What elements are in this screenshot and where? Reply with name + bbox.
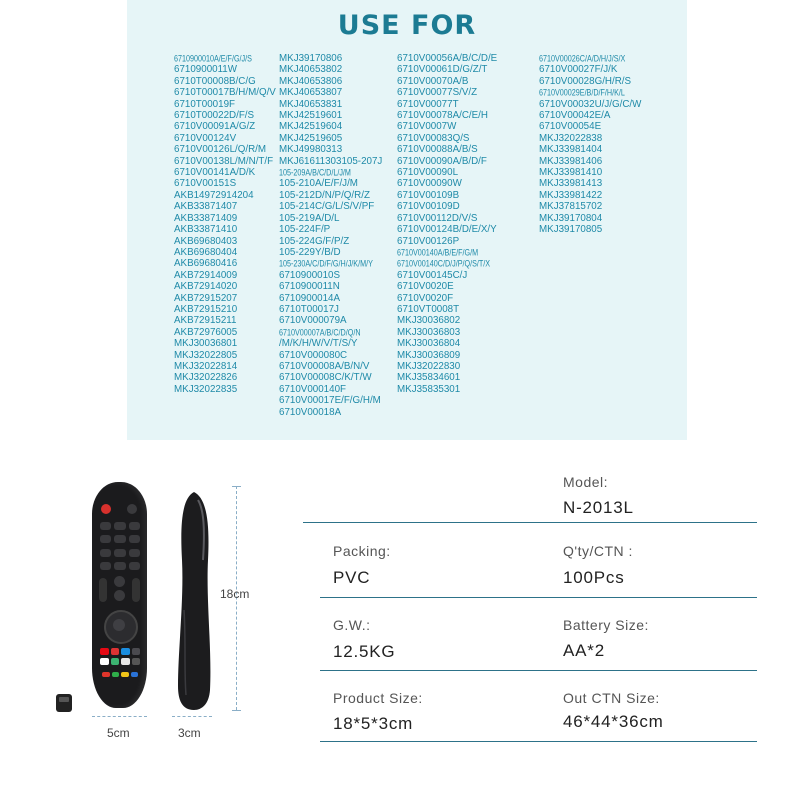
compat-code: MKJ49980313 (279, 144, 343, 156)
remote-side-image (172, 490, 216, 712)
dpad-center-image (113, 619, 125, 631)
compat-code: AKB69680404 (174, 246, 238, 258)
compat-code: 105-219A/D/L (279, 212, 340, 224)
model-value: N-2013L (563, 498, 634, 517)
compat-title: USE FOR (337, 10, 477, 41)
compat-code: MKJ32022838 (539, 132, 603, 144)
spec-divider-2 (320, 597, 757, 598)
compat-code: 6710VT0008T (397, 303, 460, 315)
compat-code: 6710V00088A/B/S (397, 144, 478, 156)
compat-code: MKJ39170806 (279, 53, 343, 64)
compat-code: 6710V00140C/D/J/P/Q/S/T/X (397, 258, 491, 270)
compat-column-2 (279, 53, 382, 418)
height-dimension-label: 18cm (220, 587, 250, 601)
compat-code: AKB33871409 (174, 212, 238, 224)
compat-code: 6710V00151S (174, 178, 237, 190)
compat-code: 6710V00083Q/S (397, 132, 470, 144)
compat-code: MKJ42519601 (279, 110, 343, 122)
compat-code: 105-212D/N/P/Q/R/Z (279, 189, 370, 201)
compat-code: 6710900014A (279, 292, 341, 304)
packing-label: Packing: (333, 543, 391, 559)
compat-code: 6710T00022D/F/S (174, 110, 255, 122)
compat-code: AKB69680416 (174, 258, 238, 270)
compat-column-3 (397, 53, 497, 395)
compat-code: MKJ40653807 (279, 87, 343, 99)
compat-code: MKJ30036804 (397, 338, 461, 350)
gross-weight-label: G.W.: (333, 617, 371, 633)
packing-value: PVC (333, 568, 371, 587)
mic-button-image (114, 576, 125, 587)
compat-code: 6710T00019F (174, 98, 236, 110)
compat-code: MKJ33981406 (539, 155, 603, 167)
compat-code: AKB33871407 (174, 201, 238, 213)
compat-code: 6710V00109D (397, 201, 460, 213)
compat-code: 6710V000140F (279, 383, 347, 395)
compat-code: 6710V00112D/V/S (397, 212, 478, 224)
compat-code: MKJ42519605 (279, 132, 343, 144)
compat-code: 105-224G/F/P/Z (279, 235, 350, 247)
compat-code: MKJ33981422 (539, 189, 603, 201)
width-dimension-label: 5cm (107, 726, 130, 740)
compat-code: 6710V00042E/A (539, 110, 611, 122)
compat-code: 105-210A/E/F/J/M (279, 178, 358, 190)
compat-code: MKJ30036802 (397, 315, 461, 327)
compat-code: 6710900011W (174, 64, 238, 76)
compat-code: MKJ32022826 (174, 372, 238, 384)
compat-code: 6710V00145C/J (397, 269, 468, 281)
compat-code: 6710900010S (279, 269, 341, 281)
compat-code: 6710V00018A (279, 406, 342, 418)
compat-code: AKB69680403 (174, 235, 238, 247)
compat-code: 6710V00090W (397, 178, 462, 190)
out-carton-size-value: 46*44*36cm (563, 712, 664, 731)
compat-code: MKJ40653802 (279, 64, 343, 76)
compat-code: 105-214C/G/L/S/V/PF (279, 201, 375, 213)
spec-divider-1 (303, 522, 757, 523)
compat-code: AKB72915207 (174, 292, 238, 304)
compat-code: MKJ39170804 (539, 212, 603, 224)
battery-size-value: AA*2 (563, 641, 605, 660)
compat-code: 6710V00091A/G/Z (174, 121, 256, 133)
compat-code: 6710V00007A/B/C/D/Q/N (279, 326, 361, 338)
compat-code: 6710V00126P (397, 235, 460, 247)
compat-code: MKJ32022805 (174, 349, 238, 361)
compat-code: MKJ30036809 (397, 349, 461, 361)
compat-code: MKJ33981413 (539, 178, 603, 190)
compatibility-panel (127, 0, 687, 440)
compat-code: 6710V00090A/B/D/F (397, 155, 487, 167)
compat-code: MKJ35834601 (397, 372, 461, 384)
model-label: Model: (563, 474, 609, 490)
compat-code: MKJ32022814 (174, 360, 238, 372)
streaming-buttons-row-1 (100, 648, 140, 655)
compat-code: 6710V0020F (397, 292, 454, 304)
product-size-value: 18*5*3cm (333, 714, 414, 733)
compat-code: 6710V00126L/Q/R/M (174, 144, 267, 156)
spec-divider-4 (320, 741, 757, 742)
compat-code: 6710V00054E (539, 121, 602, 133)
compat-code: 6710V00140A/B/E/F/G/M (397, 246, 479, 258)
compat-code: 6710V00141A/D/K (174, 167, 256, 179)
compat-code: 105-230A/C/D/F/G/H/J/K/M/Y (279, 258, 373, 270)
height-dimension-tick-top (232, 486, 241, 487)
compat-code: 6710V00070A/B (397, 75, 469, 87)
compat-code: 6710T00008B/C/G (174, 75, 256, 87)
compat-code: 6710T00017B/H/M/Q/V (174, 87, 276, 99)
compat-code: AKB72914009 (174, 269, 238, 281)
compat-code: MKJ30036801 (174, 338, 238, 350)
compat-code: 6710T00017J (279, 303, 339, 315)
compat-code: AKB72914020 (174, 281, 238, 293)
compat-code: 6710V00078A/C/E/H (397, 110, 488, 122)
compat-code: AKB72915210 (174, 303, 238, 315)
compat-code: 6710V000079A (279, 315, 347, 327)
compat-code: 6710V000080C (279, 349, 348, 361)
compat-code: MKJ32022835 (174, 383, 238, 395)
compat-code: 105-229Y/B/D (279, 246, 341, 258)
compat-code: 6710V00008A/B/N/V (279, 360, 370, 372)
depth-dimension-line (172, 716, 212, 718)
compat-code: 6710V00026C/A/D/H/J/S/X (539, 52, 626, 65)
compat-code: AKB72915211 (174, 315, 237, 327)
compat-code: 6710V00056A/B/C/D/E (397, 53, 498, 64)
compat-code: 6710V00029E/B/D/F/H/K/L (539, 87, 625, 99)
streaming-buttons-row-2 (100, 658, 140, 665)
compat-code: 105-224F/P (279, 224, 331, 236)
compat-code: 6710V0020E (397, 281, 454, 293)
height-dimension-tick-bottom (232, 710, 241, 711)
compat-code: MKJ33981404 (539, 144, 603, 156)
color-buttons-image (102, 672, 138, 677)
compat-code: MKJ30036803 (397, 326, 461, 338)
compat-code: 6710V00027F/J/K (539, 64, 618, 76)
compat-code: MKJ39170805 (539, 224, 603, 236)
compat-code: MKJ33981410 (539, 167, 603, 179)
qty-per-carton-label: Q'ty/CTN : (563, 543, 633, 559)
compat-code: 6710V00008C/K/T/W (279, 372, 372, 384)
compat-code: 6710V00061D/G/Z/T (397, 64, 488, 76)
battery-size-label: Battery Size: (563, 617, 649, 633)
out-carton-size-label: Out CTN Size: (563, 690, 660, 706)
compat-column-4 (539, 53, 641, 236)
compat-code: MKJ40653831 (279, 98, 343, 110)
compat-code: MKJ40653806 (279, 75, 343, 87)
spec-divider-3 (320, 670, 757, 671)
channel-rocker-image (132, 578, 140, 602)
remote-front-image (92, 482, 147, 708)
width-dimension-line (92, 716, 147, 718)
compat-code: 6710V00077S/V/Z (397, 87, 478, 99)
compat-code: AKB14972914204 (174, 189, 254, 201)
settings-button-image (127, 504, 137, 514)
product-size-label: Product Size: (333, 690, 423, 706)
compat-code: 6710V00109B (397, 189, 460, 201)
compat-code: 6710V00077T (397, 98, 459, 110)
compat-code: 6710900011N (279, 281, 340, 293)
compat-code: 6710900010A/E/F/G/J/S (174, 52, 252, 65)
compat-column-1 (174, 53, 276, 395)
compat-code: MKJ42519604 (279, 121, 343, 133)
numpad-image (100, 522, 140, 572)
gross-weight-value: 12.5KG (333, 642, 396, 661)
compat-code: MKJ32022830 (397, 360, 461, 372)
compat-code: 105-209A/B/C/D/L/J/M (279, 166, 351, 179)
compat-code: AKB72976005 (174, 326, 238, 338)
compat-code: 6710V00032U/J/G/C/W (539, 98, 642, 110)
qty-per-carton-value: 100Pcs (563, 568, 625, 587)
home-button-image (114, 590, 125, 601)
compat-code: MKJ35835301 (397, 383, 461, 395)
compat-code: 6710V00017E/F/G/H/M (279, 395, 381, 407)
compat-code: AKB33871410 (174, 224, 238, 236)
volume-rocker-image (99, 578, 107, 602)
usb-receiver-image (56, 694, 72, 712)
compat-code: 6710V00124B/D/E/X/Y (397, 224, 497, 236)
power-button-image (101, 504, 111, 514)
compat-code: MKJ61611303105-207J (279, 155, 383, 167)
compat-code: 6710V0007W (397, 121, 457, 133)
depth-dimension-label: 3cm (178, 726, 201, 740)
compat-code: 6710V00138L/M/N/T/F (174, 155, 274, 167)
compat-code: 6710V00028G/H/R/S (539, 75, 632, 87)
compat-code: 6710V00124V (174, 132, 237, 144)
compat-code: /M/K/H/W/V/T/S/Y (279, 338, 358, 350)
compat-code: MKJ37815702 (539, 201, 603, 213)
compat-code: 6710V00090L (397, 167, 459, 179)
